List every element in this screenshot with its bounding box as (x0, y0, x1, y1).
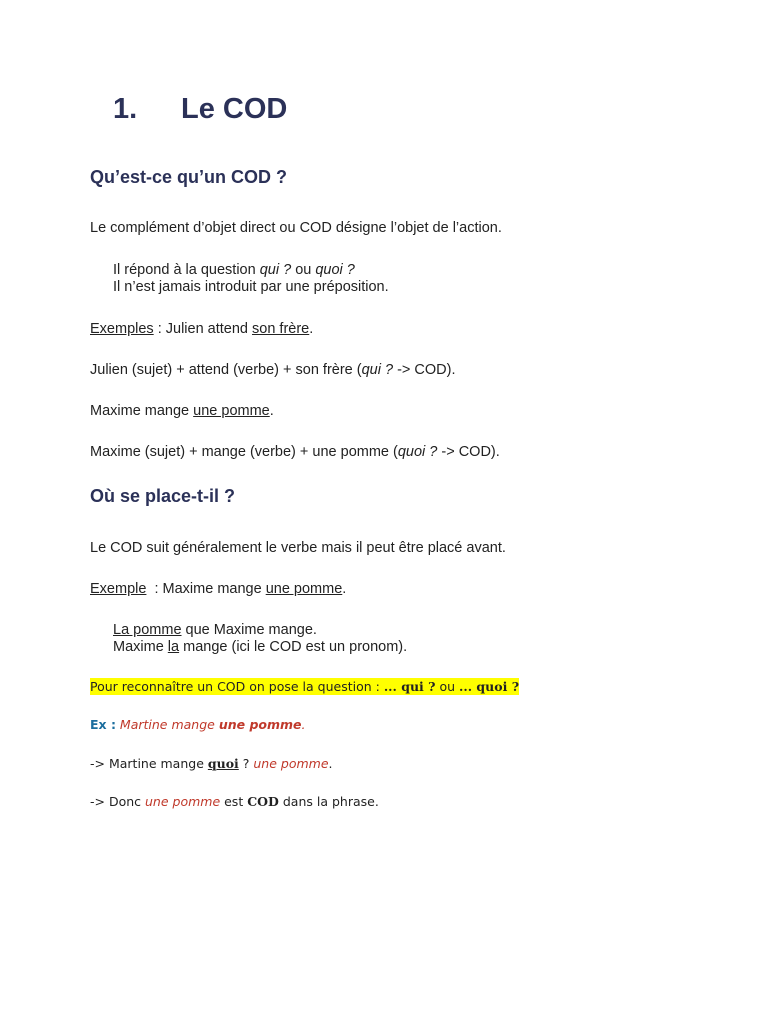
q-word: quoi (207, 756, 239, 771)
line2-cod: la (167, 639, 180, 655)
examples-cod: son frère (252, 321, 310, 337)
rule1-qui: qui ? (259, 262, 292, 278)
concl-mid: est (220, 794, 248, 809)
q-answer: une pomme (253, 756, 329, 771)
tip-conclusion-line (90, 794, 379, 809)
analysis2-suffix: -> COD). (437, 444, 500, 460)
section1-heading: Qu’est-ce qu’un COD ? (90, 167, 288, 187)
ex-cod: une pomme (218, 717, 302, 732)
q-mid: ? (238, 756, 254, 771)
example-label: Exemple (90, 581, 147, 597)
section2-heading: Où se place-t-il ? (90, 486, 236, 506)
q-prefix: -> Martine mange (90, 756, 208, 771)
concl-prefix: -> Donc (90, 794, 145, 809)
examples-end: . (309, 321, 314, 337)
line2-rest: mange (ici le COD est un pronom). (179, 639, 408, 655)
placement-example-line (90, 580, 346, 598)
example-cod: une pomme (265, 581, 343, 597)
example2-prefix: Maxime mange (90, 403, 194, 419)
tip-question-line (90, 756, 333, 771)
line1-cod: La pomme (113, 622, 182, 638)
tip-mid: ou (435, 679, 460, 694)
analysis2-line (90, 443, 500, 461)
line1-rest: que Maxime mange. (181, 622, 317, 638)
analysis1-question: qui ? (361, 362, 394, 378)
example2-line (90, 402, 274, 420)
placement-line1 (113, 621, 317, 639)
definition-paragraph: Le complément d’objet direct ou COD désigne l’objet de l’action. (90, 220, 502, 236)
concl-word: COD (247, 794, 279, 809)
analysis2-prefix: Maxime (sujet) + mange (verbe) + une pomme ( (90, 444, 398, 460)
page-title (113, 93, 287, 126)
rule1-prefix: Il répond à la question (113, 262, 260, 278)
example-end: . (342, 581, 347, 597)
placement-paragraph: Le COD suit généralement le verbe mais il peut être placé avant. (90, 540, 506, 556)
analysis1-line (90, 361, 456, 379)
title-number: 1. (113, 93, 138, 125)
examples-line (90, 320, 313, 338)
ex-label: Ex : (90, 717, 116, 732)
example2-end: . (269, 403, 274, 419)
q-end: . (328, 756, 333, 771)
rule-preposition-line: Il n’est jamais introduit par une préposition. (113, 279, 389, 295)
analysis2-question: quoi ? (397, 444, 438, 460)
concl-cod: une pomme (145, 794, 221, 809)
rule1-quoi: quoi ? (315, 262, 355, 278)
line2-prefix: Maxime (113, 639, 168, 655)
tip-qui: ... qui ? (383, 679, 436, 694)
tip-highlight (90, 678, 519, 695)
tip-highlight-line (90, 679, 519, 694)
rule1-mid: ou (291, 262, 316, 278)
analysis1-suffix: -> COD). (393, 362, 456, 378)
ex-text: Martine mange (115, 717, 219, 732)
example2-cod: une pomme (193, 403, 270, 419)
analysis1-prefix: Julien (sujet) + attend (verbe) + son frère ( (90, 362, 362, 378)
ex-end: . (301, 717, 306, 732)
examples-label: Exemples (90, 321, 154, 337)
examples-sep: : Julien attend (153, 321, 253, 337)
tip-example-line (90, 717, 306, 732)
tip-prefix: Pour reconnaître un COD on pose la question : (90, 679, 384, 694)
rule-question-line (113, 261, 355, 279)
placement-line2 (113, 638, 407, 656)
title-text: Le COD (181, 93, 288, 125)
example-sep: : Maxime mange (146, 581, 266, 597)
concl-end: dans la phrase. (278, 794, 379, 809)
tip-quoi: ... quoi ? (459, 679, 520, 694)
